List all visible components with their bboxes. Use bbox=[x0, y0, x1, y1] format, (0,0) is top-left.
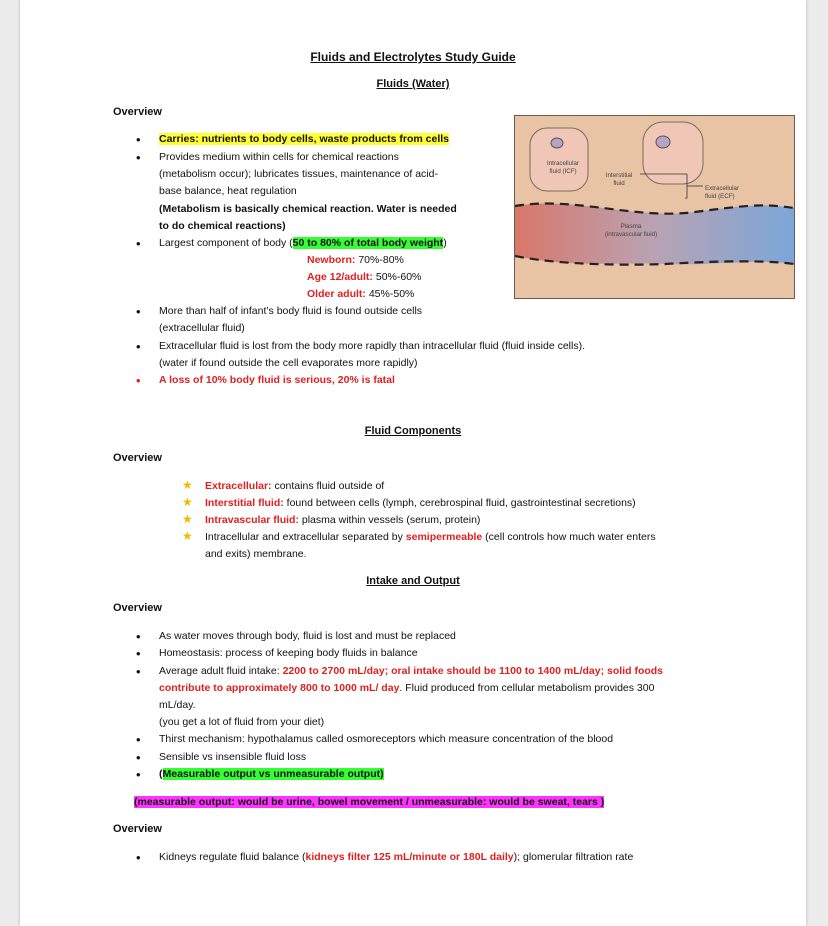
list-item: Intracellular and extracellular separated by semipermeable (cell controls how much water enters bbox=[205, 531, 656, 543]
nucleus-left bbox=[551, 138, 563, 148]
list-item: Extracellular fluid is lost from the body more rapidly than intracellular fluid (fluid inside cells). bbox=[159, 340, 586, 352]
age-adult: Age 12/adult: 50%-60% bbox=[307, 271, 422, 283]
diagram-svg bbox=[515, 116, 794, 298]
bullet: • bbox=[136, 304, 141, 319]
bullet: • bbox=[136, 132, 141, 147]
bullet: • bbox=[136, 850, 141, 865]
list-item-cont: (metabolism occur); lubricates tissues, maintenance of acid- bbox=[159, 168, 438, 180]
fluid-components-heading: Fluid Components bbox=[364, 425, 462, 437]
ecf-label-2: fluid (ECF) bbox=[705, 193, 735, 200]
overview-heading: Overview bbox=[113, 823, 162, 835]
list-item: Sensible vs insensible fluid loss bbox=[159, 751, 307, 763]
note-text: to do chemical reactions) bbox=[159, 220, 286, 232]
list-item: Thirst mechanism: hypothalamus called osmoreceptors which measure concentration of the blood bbox=[159, 733, 614, 745]
intracellular-cell-right bbox=[643, 122, 703, 184]
note-text: (Metabolism is basically chemical reaction. Water is needed bbox=[159, 203, 457, 215]
list-item-cont: and exits) membrane. bbox=[205, 548, 307, 560]
list-item: Kidneys regulate fluid balance (kidneys filter 125 mL/minute or 180L daily); glomerular filtration rate bbox=[159, 851, 634, 863]
bullet: • bbox=[136, 767, 141, 782]
ecf-label-1: Extracellular bbox=[705, 185, 740, 192]
bullet: • bbox=[136, 339, 141, 354]
list-item: Carries: nutrients to body cells, waste products from cells bbox=[159, 133, 449, 145]
list-item: As water moves through body, fluid is lost and must be replaced bbox=[159, 630, 456, 642]
list-item-cont: base balance, heat regulation bbox=[159, 185, 297, 197]
list-item-cont: (extracellular fluid) bbox=[159, 322, 245, 334]
list-item: Extracellular: contains fluid outside of bbox=[205, 480, 385, 492]
list-item: Interstitial fluid: found between cells (lymph, cerebrospinal fluid, gastrointestinal secretions) bbox=[205, 497, 636, 509]
list-item: Average adult fluid intake: 2200 to 2700 mL/day; oral intake should be 1100 to 1400 mL/day; solid foods bbox=[159, 665, 664, 677]
overview-heading: Overview bbox=[113, 602, 162, 614]
star-icon: ★ bbox=[182, 529, 193, 543]
bullet: • bbox=[136, 750, 141, 765]
bullet: • bbox=[136, 629, 141, 644]
bullet: • bbox=[136, 664, 141, 679]
star-icon: ★ bbox=[182, 478, 193, 492]
output-note: (measurable output: would be urine, bowel movement / unmeasurable: would be sweat, tears ) bbox=[134, 796, 605, 808]
bullet: • bbox=[136, 150, 141, 165]
list-item-cont: mL/day. bbox=[159, 699, 196, 711]
icf-label-1: Intracellular bbox=[547, 160, 579, 167]
list-item-cont: (you get a lot of fluid from your diet) bbox=[159, 716, 325, 728]
plasma-label-2: (intravascular fluid) bbox=[604, 231, 658, 238]
fluids-heading: Fluids (Water) bbox=[376, 78, 450, 90]
plasma-label-1: Plasma bbox=[620, 223, 642, 230]
list-item: A loss of 10% body fluid is serious, 20% is fatal bbox=[159, 374, 395, 386]
fluid-compartments-diagram bbox=[514, 115, 795, 299]
overview-heading: Overview bbox=[113, 452, 162, 464]
list-item: (Measurable output vs unmeasurable output) bbox=[159, 768, 384, 780]
overview-heading: Overview bbox=[113, 106, 162, 118]
age-newborn: Newborn: 70%-80% bbox=[307, 254, 404, 266]
list-item: Intravascular fluid: plasma within vessels (serum, protein) bbox=[205, 514, 481, 526]
list-item: More than half of infant’s body fluid is found outside cells bbox=[159, 305, 423, 317]
bullet: • bbox=[136, 236, 141, 251]
bullet: • bbox=[136, 373, 141, 388]
age-older: Older adult: 45%-50% bbox=[307, 288, 415, 300]
icf-label-2: fluid (ICF) bbox=[549, 168, 577, 175]
list-item-cont: contribute to approximately 800 to 1000 mL/ day. Fluid produced from cellular metabolism provides 300 bbox=[159, 682, 655, 694]
intake-output-heading: Intake and Output bbox=[366, 575, 460, 587]
interstitial-label-2: fluid bbox=[613, 180, 625, 187]
list-item: Provides medium within cells for chemical reactions bbox=[159, 151, 399, 163]
star-icon: ★ bbox=[182, 495, 193, 509]
list-item-cont: (water if found outside the cell evaporates more rapidly) bbox=[159, 357, 418, 369]
interstitial-label-1: Interstitial bbox=[605, 172, 633, 179]
bullet: • bbox=[136, 732, 141, 747]
list-item: Homeostasis: process of keeping body fluids in balance bbox=[159, 647, 418, 659]
document-title: Fluids and Electrolytes Study Guide bbox=[310, 50, 516, 64]
list-item: Largest component of body (50 to 80% of total body weight) bbox=[159, 237, 447, 249]
nucleus-right bbox=[656, 136, 670, 148]
star-icon: ★ bbox=[182, 512, 193, 526]
document-page bbox=[20, 0, 806, 926]
bullet: • bbox=[136, 646, 141, 661]
